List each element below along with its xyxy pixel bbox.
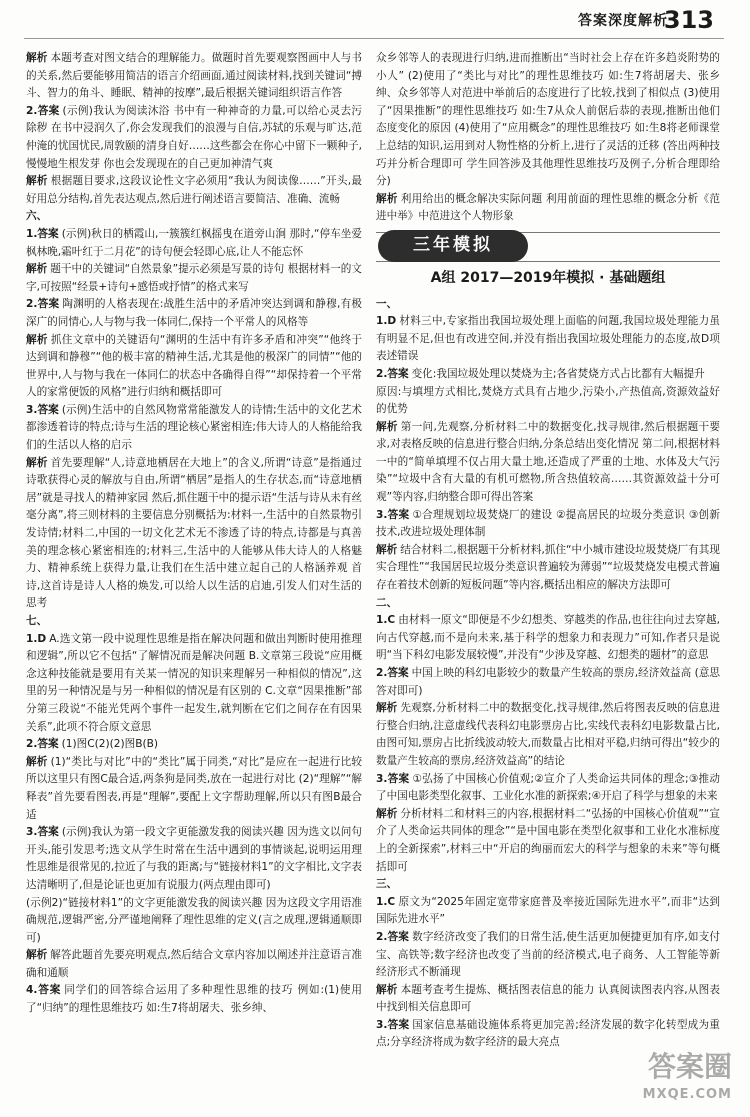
answer-paragraph [376,806,720,876]
section-number: 七、 [26,615,48,627]
right-column-body [376,296,720,1053]
header-rule [24,38,724,39]
answer-text: ①合理规划垃圾焚烧厂的建设 ②提高居民的垃圾分类意识 ③创新技术,改进垃圾处理体制 [376,508,720,539]
answer-label: 3.答案 [376,1018,410,1031]
answer-paragraph [376,313,720,366]
answer-paragraph [376,191,720,226]
banner-label: 三年模拟 [378,230,528,262]
answer-paragraph [376,419,720,507]
answer-text: 中国上映的科幻电影较少的数量产生较高的票房,经济效益高 (意思答对即可) [376,667,720,697]
answer-paragraph [376,50,720,191]
answer-paragraph [376,665,720,700]
answer-text: 本题考查对图文结合的理解能力。做题时首先要观察图画中人与书的关系,然后要能够用简洁的语言介绍画面,通过阅读材料,找到关键词“搏斗、智力的角斗、睡眠、精神的按摩”,最后根据关键词组织语言作答 [26,52,363,100]
answer-paragraph [26,402,362,455]
answer-label: 3.答案 [376,772,410,785]
group-title: A组 2017—2019年模拟 · 基础题组 [430,269,666,286]
answer-paragraph [376,894,720,929]
watermark-text: 答案圈 [647,1050,732,1083]
answer-label: 2.答案 [26,104,60,117]
answer-paragraph [376,929,720,982]
answer-text: 同学们的回答综合运用了多种理性思维的技巧 例如:(1)使用了“归纳”的理性思维技巧 如:生7将胡屠夫、张乡绅、 [26,984,362,1015]
answer-text: 众乡邻等人的表现进行归纳,进而推断出“当时社会上存在许多趋炎附势的小人” (2)使用了“类比与对比”的理性思维技巧 如:生7将胡屠夫、张乡绅、众乡邻等人对范进中举前后的态度进行了比较,找到了相似点 (3)使用了“因果推断”的理性思维技巧 如:生7从众人前倨后恭的表现,推断出他们态度变化的原因 (4)使用了“应用概念”的理性思维技巧 如:生8将老师课堂上总结的知识,运用到对人物性格的分析上,进行了灵活的迁移 (答出两种技巧并分析合理即可 学生回答涉及其他理性思维技巧及例子,分析合理即给分) [376,52,720,188]
answer-paragraph [376,384,720,419]
answer-paragraph [376,771,720,806]
answer-label: 2.答案 [26,738,59,751]
answer-text: (示例)生活中的自然风物常常能激发人的诗情;生活中的文化艺术都渗透着诗的特点;诗与生活的理论核心紧密相连;伟大诗人的人格能给我们的生活以人格的启示 [26,403,362,452]
answer-paragraph [26,982,362,1017]
page-number: 313 [663,6,714,34]
answer-text: 题干中的关键词“自然景象”提示必须是写景的诗句 根据材料一的文字,可按照“经景+诗句+感悟或抒情”的格式来写 [26,263,363,293]
answer-label: 1.D [26,632,47,645]
section-number: 六、 [26,210,48,223]
right-column [376,50,720,1052]
answer-text: (示例)秋日的栖霞山,一簇簇红枫摇曳在道旁山涧 那时,“停车坐爱枫林晚,霜叶红于二月花”的诗句便会轻即心底,让人不能忘怀 [26,227,362,258]
answer-label: 1.答案 [26,227,59,240]
answer-paragraph [26,947,362,982]
answer-text: 数字经济改变了我们的日常生活,使生活更加便捷更加有序,如支付宝、高铁等;数字经济也改变了当前的经济模式,电子商务、人工智能等新经济形式不断涌现 [376,930,720,979]
answer-text: 首先要理解“人,诗意地栖居在大地上”的含义,所谓“诗意”是指通过诗歌获得心灵的解放与自由,所谓“栖居”是指人的生存状态,而“诗意地栖居”就是寻找人的精神家园 然后,抓住题干中的提示语“生活与诗从未有丝毫分离”,将三则材料的主要信息分别概括为:材料一,生活中的自然景物引发诗情;材料二,中国的一切文化艺术无不渗透了诗的特点,诗都是与真善美的理念核心紧密相连的;材料三,生活中的人能够从伟大诗人的人格魅力、精神系统上获得力量,让我们在生活中建立起自己的人格涵养观 首诗,这首诗是诗人人格的焕发,可以给人以生活的启迪,引发人们对生活的思考 [26,456,363,610]
answer-label: 解析 [376,702,398,715]
answer-text: (示例)我认为第一段文字更能激发我的阅读兴趣 因为选文以问句开头,能引发思考;选文从学生时常在生活中遇到的事情谈起,说明运用理性思维是很常见的,拉近了与我的距离;与“链接材料1”的文字相比,文字表达清晰明了,但是论证也更加有说服力(两点理由即可) [26,826,362,891]
answer-label: 解析 [26,949,48,962]
page-header [0,0,750,44]
section-banner [376,230,720,264]
answer-text: A.选文第一段中说理性思维是指在解决问题和做出判断时使用推理和逻辑”,所以它不包括“了解情况而是解决问题 B.文章第三段说“应用概念这种技能就是要用有关某一情况的知识来理解另一种相似的情况”,这里的另一种情况是与另一种相似的情况是有区别的 C.文章“因果推断”部分第三段说“不能光凭两个事件一起发生,就判断在它们之间存在有因果关系”,此项不符合原文意思 [26,632,362,733]
answer-paragraph [26,103,362,173]
answer-text: 原文为“2025年固定宽带家庭普及率接近国际先进水平”,而非“达到国际先进水平” [376,895,720,926]
answer-paragraph [26,824,362,894]
answer-text: 国家信息基础设施体系将更加完善;经济发展的数字化转型成为重点;分享经济将成为数字经济的最大亮点 [376,1018,720,1049]
answer-text: 第一问,先观察,分析材料二中的数据变化,找寻规律,然后根据题干要求,对表格反映的信息进行整合归纳,分条总结出变化情况 第二问,根据材料一中的“简单填埋不仅占用大量土地,还造成了严重的土地、水体及大气污染”“垃圾中含有大量的有机可燃物,所含热值较高……其资源效益十分可观”等内容,归纳整合即可得出答案 [376,420,721,504]
answer-label: 解析 [26,263,48,276]
watermark-logo [612,1050,732,1111]
answer-paragraph [376,542,720,595]
answer-label: 3.答案 [26,403,59,416]
answer-paragraph [26,631,362,737]
answer-paragraph [26,261,362,296]
answer-paragraph [26,895,362,948]
answer-paragraph [376,700,720,770]
answer-paragraph [26,736,362,754]
answer-label: 解析 [376,192,398,205]
left-column [26,50,362,1018]
answer-text: 变化:我国垃圾处理以焚烧为主;各省焚烧方式占比都有大幅提升 [411,367,705,380]
answer-paragraph [376,366,720,384]
answer-label: 解析 [376,807,398,820]
answer-paragraph [376,1017,720,1052]
answer-text: 抓住文章中的关键语句“渊明的生活中有许多矛盾和冲突”“他终于达到调和静穆”“他的极丰富的精神生活,尤其是他的极深广的同情”“他的世界中,人与物与我在一体同仁的状态中各确得自得”“却保持着一个平常人的家常便饭的风格”进行归纳和概括即可 [26,333,362,399]
answer-paragraph [376,612,720,665]
answer-text: 分析材料二和材料三的内容,根据材料二“弘扬的中国核心价值观”“宣介了人类命运共同体的理念”“是中国电影在类型化叙事和工业化水准标度上的全新探索”,材料三中“开启的绚丽而宏大的科学与想象的未来”等句概括即可 [376,807,720,873]
answer-text: 本题考查考生提炼、概括图表信息的能力 认真阅读图表内容,从图表中找到相关信息即可 [376,983,721,1014]
answer-text: 先观察,分析材料二中的数据变化,找寻规律,然后将图表反映的信息进行整合归纳,注意虚线代表科幻电影票房占比,实线代表科幻电影数量占比,由图可知,票房占比折线波动较大,而数量占比相对平稳,归纳可得出“较少的数量产生较高的票房,经济效益高”的结论 [376,702,720,767]
answer-label: 2.答案 [376,667,409,679]
answer-paragraph [26,173,362,208]
section-number: 一、 [376,297,398,310]
answer-label: 解析 [26,175,48,188]
section-number: 二、 [376,596,398,609]
answer-paragraph [26,332,362,402]
answer-label: 1.D [376,315,397,328]
answer-label: 2.答案 [26,298,60,311]
answer-text: 材料三中,专家指出我国垃圾处理上面临的问题,我国垃圾处理能力虽有明显不足,但也有改进空间,并没有指出我国垃圾处理能力的态度,故D项表述错误 [376,315,720,363]
answer-text: 结合材料二,根据题干分析材料,抓住“中小城市建设垃圾焚烧厂有其现实合理性”“我国居民垃圾分类意识普遍较为薄弱”“垃圾焚烧发电模式普遍存在着技术创新的短板问题”等内容,概括出相应的解决方法即可 [376,543,720,592]
right-column-top [376,50,720,226]
answer-label: 2.答案 [376,930,410,943]
section-number: 三、 [376,878,398,891]
answer-text: 根据题目要求,这段议论性文字必须用“我认为阅读像……”开头,最好用总分结构,首先表达观点,然后进行阐述语言要简洁、准确、流畅 [26,175,362,205]
answer-text: (示例2)“链接材料1”的文字更能激发我的阅读兴趣 因为这段文字用语准确规范,逻辑严密,分严谨地阐释了理性思维的定义(言之成理,逻辑通顺即可) [26,896,362,944]
answer-label: 解析 [26,333,48,346]
answer-label: 1.C [376,614,396,627]
answer-paragraph [26,226,362,261]
answer-label: 解析 [376,983,398,996]
answer-label: 解析 [376,543,398,556]
answer-text: 由材料一原文“即便是不少幻想类、穿越类的作品,也往往向过去穿越,向古代穿越,而不是向未来,基于科学的想象力和表现力”可知,作者只是说明“当下科幻电影发展较慢”,并没有“少涉及穿越、幻想类的题材”的意思 [376,614,720,662]
answer-text: 原因:与填埋方式相比,焚烧方式具有占地少,污染小,产热值高,资源效益好的优势 [376,385,720,416]
answer-paragraph [26,50,362,103]
answer-label: 2.答案 [376,367,409,380]
answer-label: 1.C [376,895,396,908]
answer-text: (示例)我认为阅读沐浴 书中有一种神奇的力量,可以给心灵去污除秽 在书中浸润久了,你会发现我们的浪漫与自信,苏轼的乐观与旷达,范仲淹的忧国忧民,周敦颐的清身自好……这些都会在你心中留下一颗种子,慢慢地生根发芽 你也会发现现在的自己更加神清气爽 [26,104,363,170]
answer-label: 解析 [26,456,48,469]
answer-paragraph [376,982,720,1017]
answer-label: 3.答案 [26,826,59,839]
answer-label: 解析 [26,52,48,64]
header-title: 答案深度解析 [578,13,668,29]
answer-text: ①弘扬了中国核心价值观;②宣介了人类命运共同体的理念;③推动了中国电影类型化叙事、工业化水准的新探索;④开启了科学与想象的未来 [376,772,720,803]
answer-label: 解析 [26,755,48,768]
answer-text: (1)“类比与对比”中的“类比”属于同类,“对比”是应在一起进行比较 所以这里只有图C最合适,两条狗是同类,放在一起进行对比 (2)“理解”“解释表”首先要看图表,再是“理解”,要配上文字帮助理解,所以只有图B最合适 [26,755,362,821]
answer-paragraph [26,754,362,824]
answer-text: 利用给出的概念解决实际问题 利用前面的理性思维的概念分析《范进中举》中范进这个人物形象 [376,192,721,223]
answer-label: 3.答案 [376,508,410,521]
answer-label: 解析 [376,420,398,433]
watermark-url: MXQE.COM [642,1087,732,1102]
answer-paragraph [26,455,362,613]
answer-text: 解答此题首先要亮明观点,然后结合文章内容加以阐述并注意语言准确和通顺 [26,949,363,979]
answer-text: (1)图C(2)(2)图B(B) [61,738,158,751]
answer-text: 陶渊明的人格表现在:战胜生活中的矛盾冲突达到调和静穆,有极深广的同情心,人与物与我一体同仁,保持一个平常人的风格等 [26,298,362,328]
answer-paragraph [26,296,362,331]
answer-label: 4.答案 [26,984,62,997]
answer-paragraph [376,507,720,542]
